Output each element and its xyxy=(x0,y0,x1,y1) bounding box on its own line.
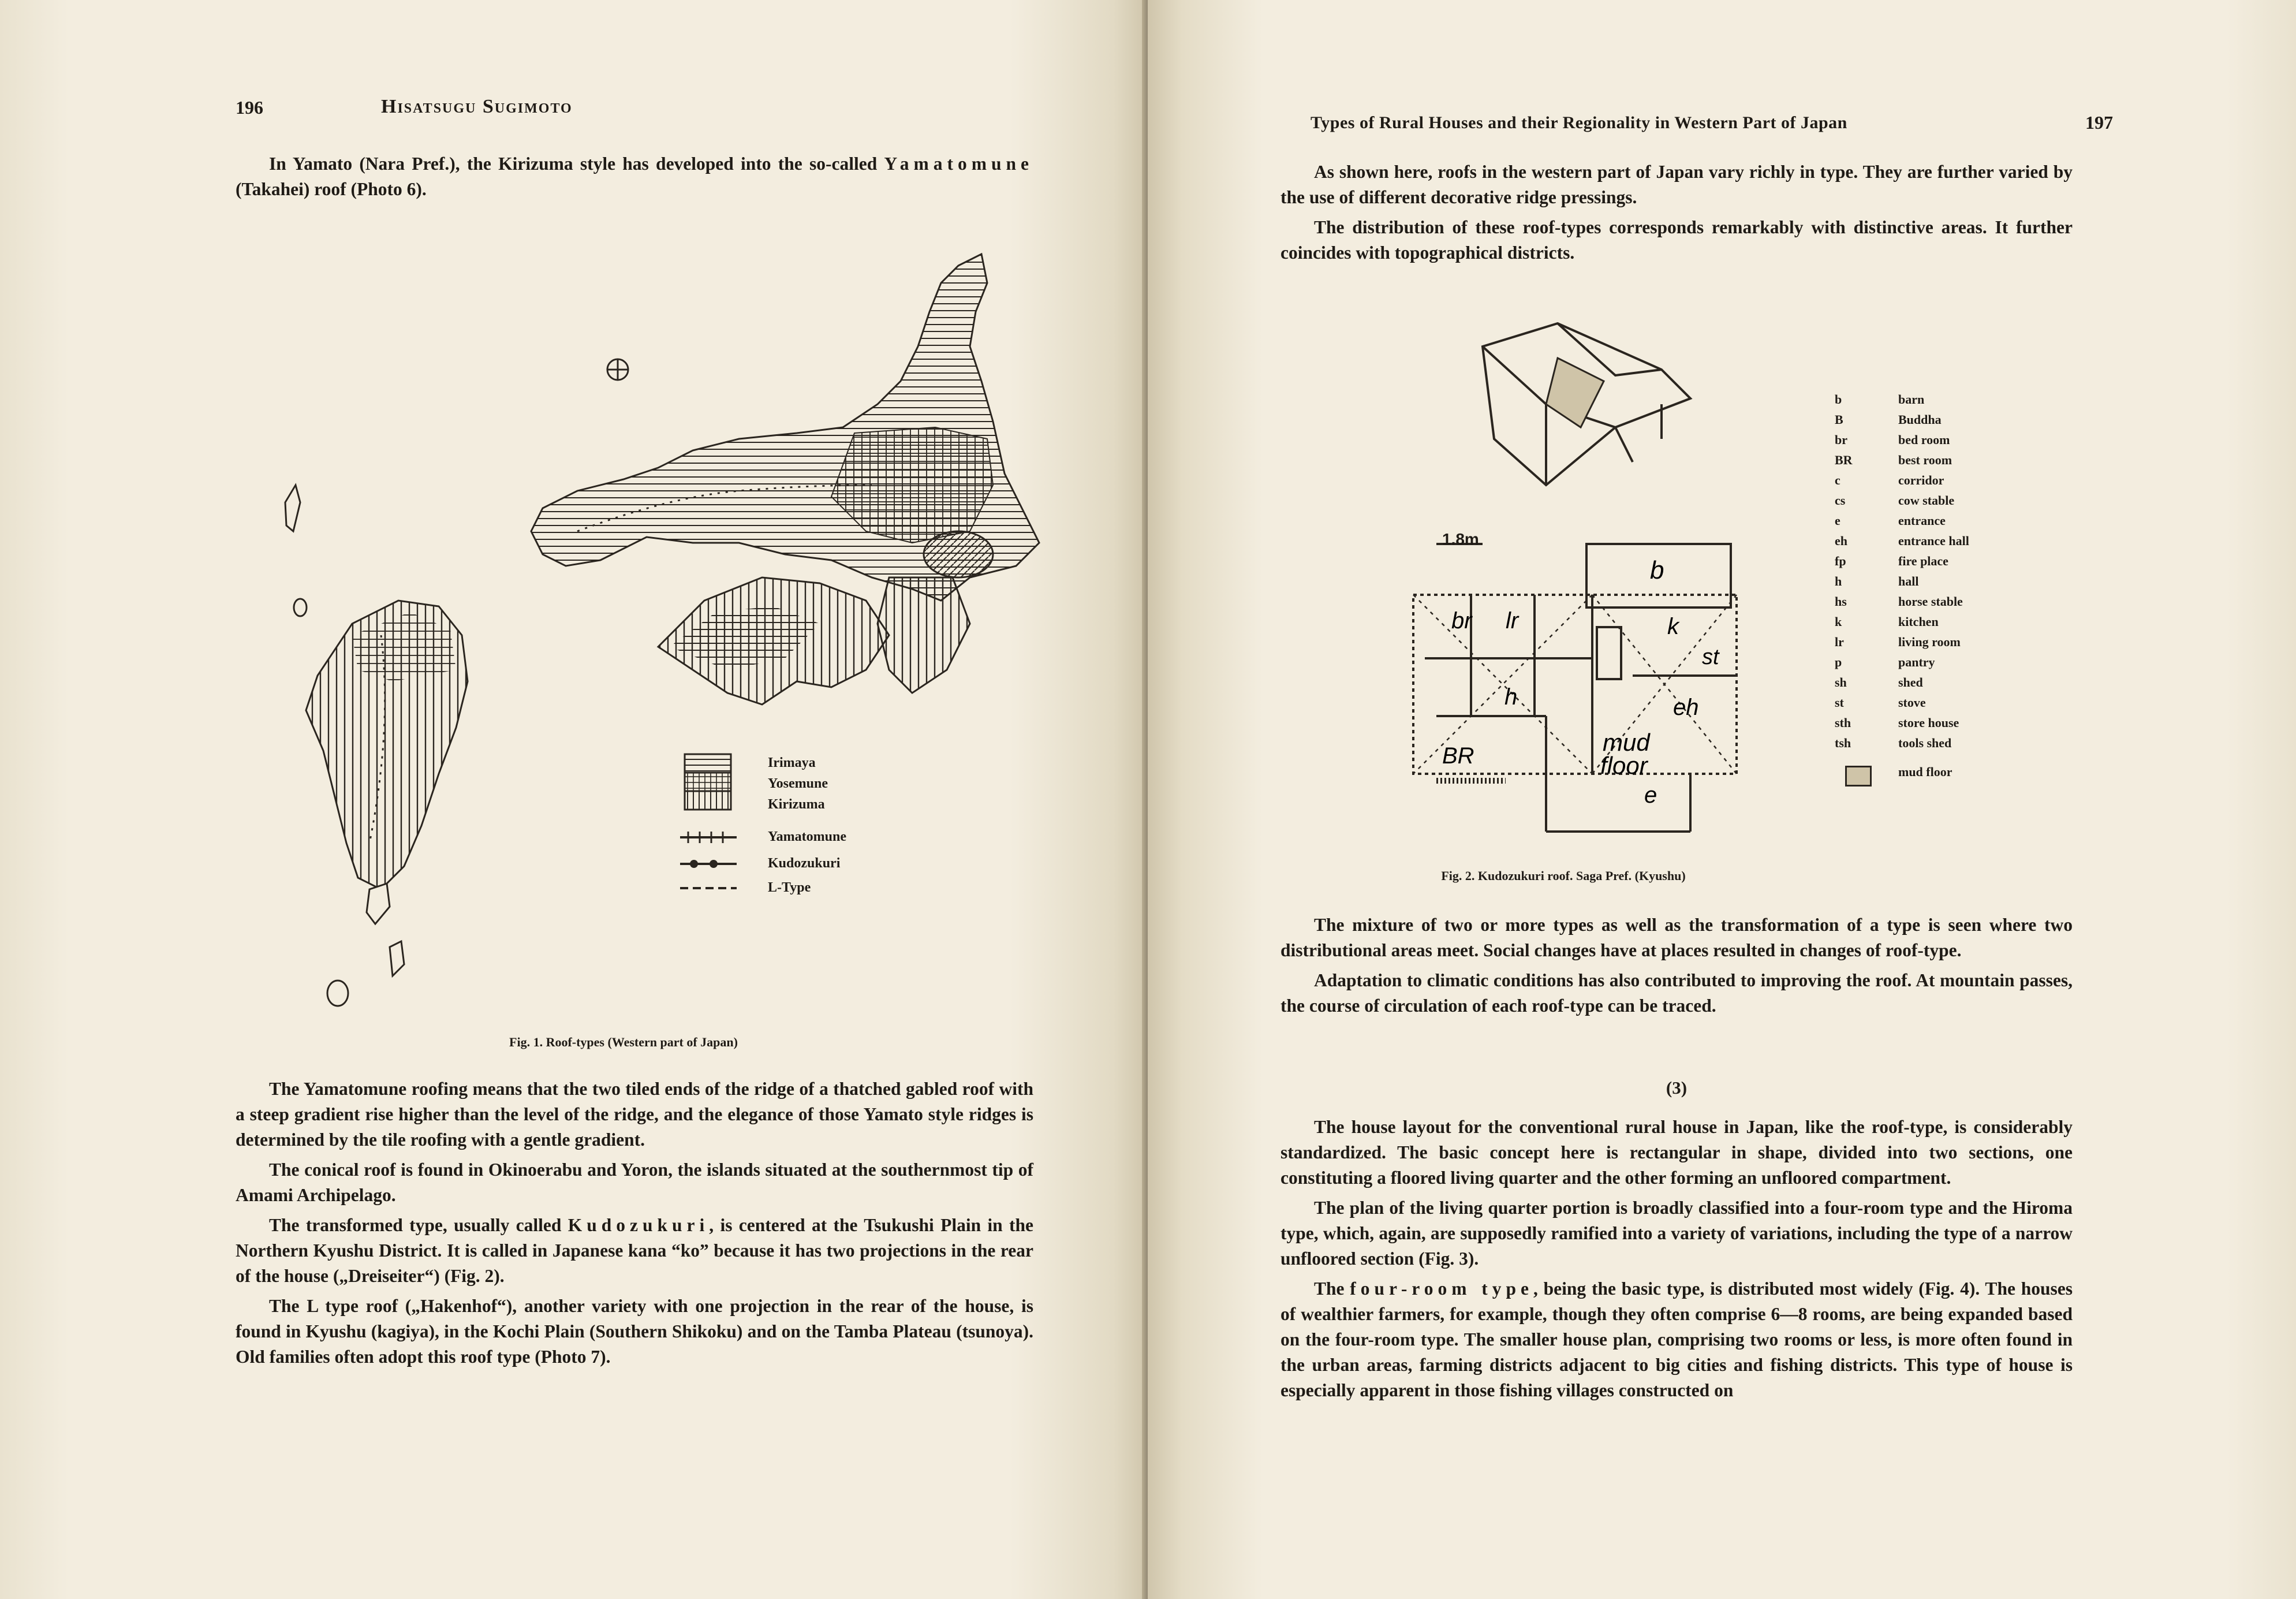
key-meaning: tools shed xyxy=(1898,736,1952,750)
key-abbreviation: BR xyxy=(1835,453,1853,467)
paragraph-conical-roof: The conical roof is found in Okinoerabu and Yoron, the islands situated at the southernmost tip of Amami Archipelago. xyxy=(236,1160,1033,1205)
key-meaning: best room xyxy=(1898,453,1952,467)
key-row xyxy=(1835,652,1969,672)
key-abbreviation: sth xyxy=(1835,715,1851,730)
key-meaning: corridor xyxy=(1898,473,1944,487)
key-meaning: entrance hall xyxy=(1898,534,1969,548)
key-row xyxy=(1835,430,1969,450)
right-mid-text xyxy=(1280,912,2073,1023)
key-row xyxy=(1835,571,1969,591)
running-head-author: Hisatsugu Sugimoto xyxy=(381,96,573,117)
key-abbreviation: e xyxy=(1835,513,1840,528)
mud-floor-label: mud floor xyxy=(1898,765,1952,779)
key-abbreviation: b xyxy=(1835,392,1842,407)
map-legend-symbols xyxy=(679,751,742,901)
key-row xyxy=(1835,692,1969,713)
key-meaning: shed xyxy=(1898,675,1923,689)
key-abbreviation: lr xyxy=(1835,635,1844,649)
key-meaning: living room xyxy=(1898,635,1961,649)
figure-1-caption: Fig. 1. Roof-types (Western part of Japan) xyxy=(509,1035,738,1049)
floor-plan-key xyxy=(1835,389,1969,753)
key-row xyxy=(1835,733,1969,753)
key-meaning: stove xyxy=(1898,695,1926,710)
house-sketch xyxy=(1471,312,1702,497)
plan-label-k: k xyxy=(1667,614,1679,639)
running-head-title: Types of Rural Houses and their Regionality in Western Part of Japan xyxy=(1311,113,1847,132)
key-row xyxy=(1835,490,1969,510)
page-number-right: 197 xyxy=(2085,112,2113,133)
floor-plan xyxy=(1402,531,1760,843)
key-meaning: entrance xyxy=(1898,513,1946,528)
key-abbreviation: st xyxy=(1835,695,1844,710)
key-meaning: cow stable xyxy=(1898,493,1955,508)
key-row xyxy=(1835,551,1969,571)
key-row xyxy=(1835,409,1969,430)
key-abbreviation: tsh xyxy=(1835,736,1851,750)
key-meaning: kitchen xyxy=(1898,614,1939,629)
key-abbreviation: h xyxy=(1835,574,1842,588)
key-abbreviation: p xyxy=(1835,655,1842,669)
paragraph-kudozukuri: The transformed type, usually called Kudozukuri, is centered at the Tsukushi Plain in the Northern Kyushu District. It is called in Japanese kana “ko” because it has two projections in the rear of the house („Dreiseiter“) (Fig. 2). xyxy=(236,1215,1033,1286)
legend-kirizuma: Kirizuma xyxy=(768,797,825,812)
key-meaning: hall xyxy=(1898,574,1919,588)
roof-types-map xyxy=(219,231,1051,1039)
key-abbreviation: k xyxy=(1835,614,1842,629)
key-row xyxy=(1835,470,1969,490)
plan-label-st: st xyxy=(1702,645,1719,669)
key-meaning: barn xyxy=(1898,392,1925,407)
key-meaning: horse stable xyxy=(1898,594,1963,609)
paragraph-roof-variety: As shown here, roofs in the western part of Japan vary richly in type. They are further varied by the use of different decorative ridge pressings. xyxy=(1280,162,2073,207)
key-row xyxy=(1835,612,1969,632)
paragraph-adaptation: Adaptation to climatic conditions has also contributed to improving the roof. At mountain passes, the course of circulation of each roof-type can be traced. xyxy=(1280,970,2073,1016)
key-abbreviation: eh xyxy=(1835,534,1847,548)
legend-irimaya: Irimaya xyxy=(768,755,816,770)
key-row xyxy=(1835,389,1969,409)
plan-label-mud: mud xyxy=(1603,729,1650,756)
figure-2-caption: Fig. 2. Kudozukuri roof. Saga Pref. (Kyushu) xyxy=(1441,869,1686,883)
paragraph-house-layout: The house layout for the conventional rural house in Japan, like the roof-type, is considerably standardized. The basic concept here is rectangular in shape, divided into two sections, one constituting a floored living quarter and the other forming an unfloored compartment. xyxy=(1280,1117,2073,1188)
plan-label-b: b xyxy=(1650,556,1664,584)
key-abbreviation: fp xyxy=(1835,554,1846,568)
key-meaning: fire place xyxy=(1898,554,1948,568)
plan-label-lr: lr xyxy=(1506,608,1519,633)
legend-l-type: L-Type xyxy=(768,880,811,895)
key-row xyxy=(1835,632,1969,652)
key-meaning: Buddha xyxy=(1898,412,1942,427)
right-page xyxy=(1148,0,2296,1599)
right-top-text xyxy=(1280,159,2073,270)
page-number-left: 196 xyxy=(236,97,263,118)
key-meaning: pantry xyxy=(1898,655,1935,669)
plan-label-best-room: BR xyxy=(1442,743,1474,769)
section-text xyxy=(1280,1115,2073,1408)
key-row xyxy=(1835,510,1969,531)
plan-label-eh: eh xyxy=(1673,695,1699,720)
key-meaning: bed room xyxy=(1898,433,1950,447)
paragraph-l-type: The L type roof („Hakenhof“), another variety with one projection in the rear of the house, is found in Kyushu (kagiya), in the Kochi Plain (Southern Shikoku) and on the Tamba Plateau (tsunoya). Old families often adopt this roof type (Photo 7). xyxy=(236,1296,1033,1367)
legend-yamatomune: Yamatomune xyxy=(768,829,846,844)
plan-label-entrance: e xyxy=(1644,782,1657,808)
key-abbreviation: hs xyxy=(1835,594,1847,609)
plan-scale-label: 1.8m xyxy=(1442,530,1479,548)
key-abbreviation: br xyxy=(1835,433,1847,447)
key-abbreviation: c xyxy=(1835,473,1840,487)
paragraph-mixture: The mixture of two or more types as well as the transformation of a type is seen where two distributional areas meet. Social changes have at places resulted in changes of roof-type. xyxy=(1280,915,2073,960)
key-abbreviation: cs xyxy=(1835,493,1846,508)
intro-paragraph: In Yamato (Nara Pref.), the Kirizuma style has developed into the so-called Yamatomune (Takahei) roof (Photo 6). xyxy=(236,154,1033,199)
mud-floor-swatch xyxy=(1845,766,1872,787)
paragraph-yamatomune: The Yamatomune roofing means that the two tiled ends of the ridge of a thatched gabled roof with a steep gradient rise higher than the level of the ridge, and the elegance of those Yamato style ridges is determined by the tile roofing with a gentle gradient. xyxy=(236,1079,1033,1150)
key-row xyxy=(1835,672,1969,692)
key-row xyxy=(1835,591,1969,612)
key-row xyxy=(1835,531,1969,551)
legend-yosemune: Yosemune xyxy=(768,776,828,791)
key-abbreviation: B xyxy=(1835,412,1843,427)
key-row xyxy=(1835,713,1969,733)
plan-label-floor: floor xyxy=(1600,752,1648,779)
plan-label-h: h xyxy=(1504,684,1518,710)
left-body-text xyxy=(236,1076,1033,1374)
paragraph-four-room: The four-room type, being the basic type, is distributed most widely (Fig. 4). The houses of wealthier farmers, for example, though they often comprise 6—8 rooms, are being expanded based on the four-room type. The smaller house plan, comprising two rooms or less, is more often found in the urban areas, farming districts adjacent to big cities and fishing districts. This type of house is especially apparent in those fishing villages constructed on xyxy=(1280,1279,2073,1400)
section-number: (3) xyxy=(1666,1078,1688,1098)
key-row xyxy=(1835,450,1969,470)
legend-kudozukuri: Kudozukuri xyxy=(768,856,841,871)
key-abbreviation: sh xyxy=(1835,675,1847,689)
paragraph-distribution: The distribution of these roof-types corresponds remarkably with distinctive areas. It further coincides with topographical districts. xyxy=(1280,217,2073,263)
plan-label-br: br xyxy=(1451,608,1472,633)
paragraph-living-quarter: The plan of the living quarter portion is broadly classified into a four-room type and the Hiroma type, which, again, are supposedly ramified into a variety of variations, including the type of a narrow unfloored section (Fig. 3). xyxy=(1280,1198,2073,1269)
key-meaning: store house xyxy=(1898,715,1959,730)
